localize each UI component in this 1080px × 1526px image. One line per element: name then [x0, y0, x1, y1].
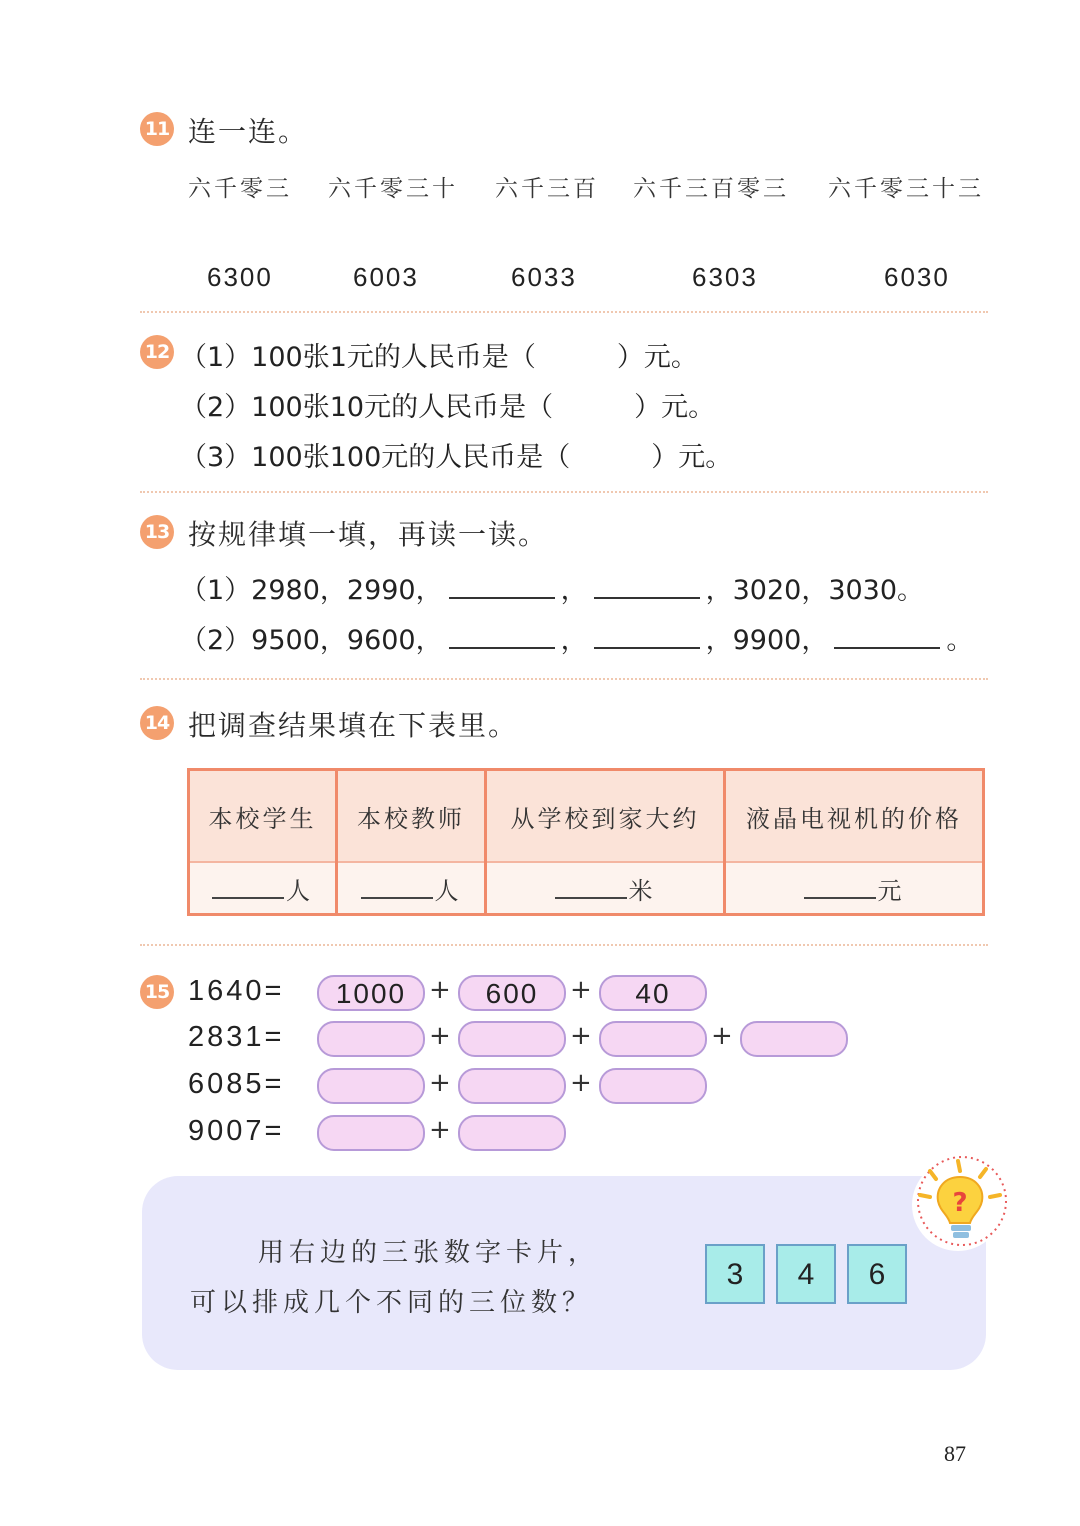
- equation-label-2: 2831=: [188, 1021, 285, 1053]
- question-11-title: 连一连。: [188, 115, 309, 148]
- equation-label-3: 6085=: [188, 1068, 285, 1100]
- sequence-1-blank-2[interactable]: [594, 575, 700, 599]
- table-header-cell: 本校学生: [189, 770, 337, 863]
- table-header-cell: 液晶电视机的价格: [725, 770, 984, 863]
- decomposition-box[interactable]: [317, 1068, 425, 1104]
- decomposition-box[interactable]: [458, 1021, 566, 1057]
- section-divider: [140, 678, 988, 680]
- sequence-line-2: [180, 618, 973, 657]
- decomposition-box[interactable]: [458, 1115, 566, 1151]
- table-header-row: [189, 770, 984, 863]
- question-13-badge: 13: [140, 515, 174, 549]
- question-12-line-3: （3）100张100元的人民币是（ ）元。: [180, 442, 733, 473]
- plus-sign: +: [570, 1068, 592, 1098]
- sequence-1-separator-2: ，: [705, 575, 733, 606]
- sequence-1-suffix: 3020，3030。: [732, 575, 925, 606]
- sequence-2-separator-1: ，: [560, 625, 588, 656]
- decomposition-box[interactable]: 1000: [317, 975, 425, 1011]
- decomposition-box[interactable]: 40: [599, 975, 707, 1011]
- sequence-2-prefix: （2）9500，9600，: [180, 625, 443, 656]
- table-cell[interactable]: [337, 862, 486, 915]
- question-12-badge: 12: [140, 335, 174, 369]
- question-mark-symbol: ?: [952, 1188, 968, 1218]
- table-cell[interactable]: [189, 862, 337, 915]
- page-number: 87: [944, 1441, 966, 1466]
- sequence-1-separator-1: ，: [560, 575, 588, 606]
- digit-card: 4: [776, 1244, 836, 1304]
- digit-card: 6: [847, 1244, 907, 1304]
- table-header-cell: 从学校到家大约: [486, 770, 725, 863]
- table-blank[interactable]: [361, 877, 433, 899]
- lightbulb-icon: [908, 1155, 1012, 1255]
- section-divider: [140, 311, 988, 313]
- question-11-badge: 11: [140, 112, 174, 146]
- sequence-2-blank-2[interactable]: [594, 625, 700, 649]
- table-blank[interactable]: [212, 877, 284, 899]
- question-14-title: 把调查结果填在下表里。: [188, 709, 519, 742]
- decomposition-box[interactable]: [599, 1021, 707, 1057]
- decomposition-box[interactable]: [740, 1021, 848, 1057]
- digit-number-5: 6030: [884, 262, 950, 292]
- question-12-line-1: （1）100张1元的人民币是（ ）元。: [180, 342, 698, 373]
- decomposition-box[interactable]: [458, 1068, 566, 1104]
- decomposition-box[interactable]: [317, 1115, 425, 1151]
- sequence-2-blank-1[interactable]: [449, 625, 555, 649]
- table-row: [189, 862, 984, 915]
- thinking-question-line-2: 可以排成几个不同的三位数？: [190, 1288, 594, 1318]
- digit-number-4: 6303: [692, 262, 758, 292]
- chinese-numeral-1: 六千零三: [188, 176, 292, 202]
- digit-number-1: 6300: [207, 262, 273, 292]
- sequence-2-separator-2: ，: [705, 625, 733, 656]
- plus-sign: +: [570, 975, 592, 1005]
- plus-sign: +: [429, 1115, 451, 1145]
- sequence-line-1: [180, 568, 924, 607]
- digit-number-2: 6003: [353, 262, 419, 292]
- survey-table: [187, 768, 985, 916]
- table-blank[interactable]: [804, 877, 876, 899]
- chinese-numeral-5: 六千零三十三: [828, 176, 984, 202]
- question-14-badge: 14: [140, 706, 174, 740]
- sequence-2-blank-3[interactable]: [834, 625, 940, 649]
- plus-sign: +: [570, 1021, 592, 1051]
- thinking-question-line-1: 用右边的三张数字卡片，: [258, 1238, 600, 1268]
- table-cell[interactable]: [725, 862, 984, 915]
- section-divider: [140, 944, 988, 946]
- question-15-badge: 15: [140, 975, 174, 1009]
- table-cell[interactable]: [486, 862, 725, 915]
- plus-sign: +: [429, 1021, 451, 1051]
- equation-label-1: 1640=: [188, 975, 285, 1007]
- sequence-1-blank-1[interactable]: [449, 575, 555, 599]
- table-unit: 元: [877, 876, 905, 905]
- digit-card: 3: [705, 1244, 765, 1304]
- chinese-numeral-2: 六千零三十: [328, 176, 458, 202]
- sequence-1-prefix: （1）2980，2990，: [180, 575, 443, 606]
- decomposition-box[interactable]: 600: [458, 975, 566, 1011]
- question-12-line-2: （2）100张10元的人民币是（ ）元。: [180, 392, 716, 423]
- table-unit: 人: [434, 876, 462, 905]
- chinese-numeral-4: 六千三百零三: [633, 176, 789, 202]
- chinese-numeral-3: 六千三百: [495, 176, 599, 202]
- section-divider: [140, 491, 988, 493]
- table-unit: 人: [286, 876, 313, 905]
- table-unit: 米: [628, 876, 656, 905]
- sequence-2-middle: 9900，: [732, 625, 829, 656]
- question-13-title: 按规律填一填，再读一读。: [188, 518, 549, 551]
- digit-number-3: 6033: [511, 262, 577, 292]
- decomposition-box[interactable]: [317, 1021, 425, 1057]
- table-header-cell: 本校教师: [337, 770, 486, 863]
- sequence-2-suffix: 。: [946, 625, 974, 656]
- plus-sign: +: [711, 1021, 733, 1051]
- decomposition-box[interactable]: [599, 1068, 707, 1104]
- plus-sign: +: [429, 975, 451, 1005]
- table-blank[interactable]: [555, 877, 627, 899]
- equation-label-4: 9007=: [188, 1115, 285, 1147]
- plus-sign: +: [429, 1068, 451, 1098]
